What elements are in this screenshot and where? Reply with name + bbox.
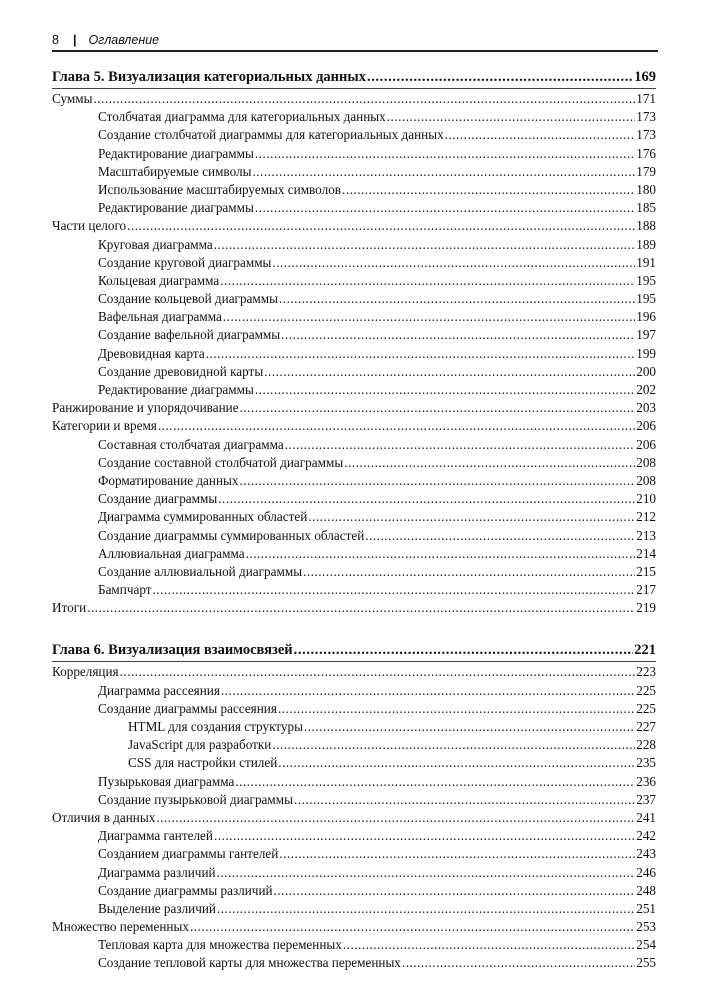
toc-subsection[interactable] [52,436,656,454]
toc-entry-title: HTML для создания структуры [128,718,304,736]
toc-entry-title: Создание диаграммы суммированных областей [98,527,365,545]
dot-leader [127,217,635,235]
dot-leader [278,754,635,772]
toc-page-number: 185 [636,200,656,216]
running-header-title: Оглавление [88,33,160,47]
toc-page-number: 188 [636,218,656,234]
toc-entry-title: Редактирование диаграммы [98,199,255,217]
toc-subsubsection[interactable] [52,754,656,772]
toc-section[interactable] [52,217,656,235]
toc-subsection[interactable] [52,682,656,700]
toc-subsection[interactable] [52,254,656,272]
toc-page-number: 214 [636,545,656,561]
toc-entry-title: Создание пузырьковой диаграммы [98,791,294,809]
toc-page-number: 202 [636,382,656,397]
toc-subsection[interactable] [52,864,656,882]
toc-subsection[interactable] [52,126,656,144]
toc-page-number: 251 [636,900,656,916]
toc-entry-title: Масштабируемые символы [98,163,252,181]
dot-leader [264,363,635,381]
toc-entry-title: Тепловая карта для множества переменных [98,936,343,954]
toc-subsection[interactable] [52,454,656,472]
toc-page-number: 223 [636,664,656,680]
dot-leader [255,381,635,399]
toc-page-number: 199 [636,345,656,361]
toc-entry-title: Создание составной столбчатой диаграммы [98,454,344,472]
toc-page-number: 173 [636,127,656,143]
toc-chapter-heading[interactable] [52,639,656,662]
header-separator: | [72,33,77,47]
toc-page-number: 215 [636,563,656,579]
dot-leader [402,954,635,972]
toc-page-number: 254 [636,937,656,953]
dot-leader [294,639,634,661]
dot-leader [246,545,636,563]
dot-leader [281,326,635,344]
toc-entry-title: Корреляция [52,663,120,681]
toc-entry-title: JavaScript для разработки [128,736,272,754]
toc-entry-title: Вафельная диаграмма [98,308,223,326]
toc-page-number: 255 [636,955,656,971]
toc-entry-title: Итоги [52,599,87,617]
dot-leader [304,718,635,736]
toc-page-number: 242 [636,828,656,844]
toc-page-number: 180 [636,181,656,197]
toc-page-number: 228 [636,737,656,753]
dot-leader [387,108,635,126]
toc-page-number: 173 [636,109,656,125]
toc-entry-title: Создание диаграммы [98,490,218,508]
toc-entry-title: Части целого [52,217,127,235]
toc-page-number: 237 [636,791,656,807]
dot-leader [153,581,636,599]
toc-page-number: 208 [636,472,656,488]
toc-section[interactable] [52,599,656,617]
toc-page-number: 208 [636,454,656,470]
toc-entry-title: Категории и время [52,417,158,435]
toc-section[interactable] [52,663,656,681]
toc-page-number: 227 [636,719,656,734]
toc-entry-title: Древовидная карта [98,345,206,363]
toc-entry-title: Кольцевая диаграмма [98,272,220,290]
dot-leader [214,827,635,845]
toc-entry-title: Множество переменных [52,918,190,936]
toc-entry-title: Создание диаграммы рассеяния [98,700,278,718]
toc-entry-title: Составная столбчатая диаграмма [98,436,285,454]
toc-entry-title: Создание тепловой карты для множества переменных [98,954,402,972]
toc-entry-title: Бампчарт [98,581,153,599]
toc-page-number: 253 [636,919,656,935]
toc-page-number: 171 [636,91,656,106]
dot-leader [93,90,635,108]
dot-leader [214,236,636,254]
dot-leader [255,145,635,163]
toc-subsection[interactable] [52,936,656,954]
toc-subsection[interactable] [52,581,656,599]
dot-leader [252,163,635,181]
toc-subsection[interactable] [52,773,656,791]
toc-section[interactable] [52,399,656,417]
dot-leader [221,682,635,700]
dot-leader [342,181,635,199]
dot-leader [220,272,635,290]
toc-page-number: 246 [636,864,656,880]
toc-entry-title: Создание аллювиальной диаграммы [98,563,303,581]
dot-leader [274,882,636,900]
toc-subsection[interactable] [52,181,656,199]
toc-entry-title: Глава 5. Визуализация категориальных данных [52,66,367,88]
toc-chapter-heading[interactable] [52,66,656,89]
dot-leader [272,736,635,754]
dot-leader [217,864,636,882]
toc-entry-title: Суммы [52,90,93,108]
toc-subsubsection[interactable] [52,736,656,754]
dot-leader [240,399,636,417]
dot-leader [294,791,635,809]
table-of-contents [52,66,656,973]
toc-page-number: 169 [634,69,656,85]
toc-entry-title: Выделение различий [98,900,217,918]
toc-entry-title: Создание диаграммы различий [98,882,274,900]
dot-leader [158,417,635,435]
dot-leader [279,290,635,308]
toc-page-number: 243 [636,846,656,862]
dot-leader [120,663,636,681]
toc-subsection[interactable] [52,308,656,326]
dot-leader [87,599,635,617]
dot-leader [279,845,635,863]
toc-section[interactable] [52,918,656,936]
chapter-spacer [52,617,656,639]
dot-leader [343,936,635,954]
toc-page-number: 195 [636,291,656,307]
toc-entry-title: Столбчатая диаграмма для категориальных данных [98,108,387,126]
dot-leader [218,490,635,508]
toc-entry-title: Круговая диаграмма [98,236,214,254]
toc-entry-title: Создание древовидной карты [98,363,264,381]
toc-page-number: 200 [636,363,656,379]
toc-entry-title: Глава 6. Визуализация взаимосвязей [52,639,294,661]
toc-subsection[interactable] [52,563,656,581]
toc-section[interactable] [52,90,656,108]
toc-subsection[interactable] [52,545,656,563]
toc-subsection[interactable] [52,954,656,972]
toc-page-number: 235 [636,755,656,771]
toc-subsection[interactable] [52,845,656,863]
dot-leader [255,199,635,217]
dot-leader [217,900,635,918]
dot-leader [223,308,635,326]
toc-entry-title: Пузырьковая диаграмма [98,773,235,791]
dot-leader [239,472,635,490]
toc-page-number: 197 [636,327,656,343]
toc-subsection[interactable] [52,791,656,809]
dot-leader [303,563,635,581]
dot-leader [367,66,633,88]
toc-entry-title: Редактирование диаграммы [98,381,255,399]
dot-leader [344,454,635,472]
toc-entry-title: Создание круговой диаграммы [98,254,272,272]
toc-section[interactable] [52,809,656,827]
toc-subsection[interactable] [52,700,656,718]
toc-entry-title: Диаграмма гантелей [98,827,214,845]
toc-entry-title: Создание кольцевой диаграммы [98,290,279,308]
toc-subsection[interactable] [52,272,656,290]
toc-page-number: 217 [636,582,656,598]
toc-page-number: 196 [636,309,656,325]
toc-subsection[interactable] [52,882,656,900]
dot-leader [272,254,635,272]
header-rule [52,50,658,52]
toc-subsection[interactable] [52,363,656,381]
toc-subsection[interactable] [52,145,656,163]
toc-subsection[interactable] [52,527,656,545]
toc-entry-title: Ранжирование и упорядочивание [52,399,240,417]
toc-entry-title: Форматирование данных [98,472,239,490]
dot-leader [308,508,635,526]
toc-page-number: 189 [636,236,656,252]
running-header [52,31,658,49]
toc-subsection[interactable] [52,381,656,399]
toc-subsection[interactable] [52,108,656,126]
toc-entry-title: Диаграмма суммированных областей [98,508,308,526]
toc-page-number: 191 [636,254,656,270]
toc-subsection[interactable] [52,900,656,918]
toc-subsubsection[interactable] [52,718,656,736]
dot-leader [445,126,636,144]
toc-page-number: 236 [636,773,656,789]
toc-subsection[interactable] [52,199,656,217]
toc-page-number: 248 [636,882,656,898]
dot-leader [365,527,635,545]
toc-page-number: 219 [636,600,656,616]
toc-page-number: 225 [636,700,656,716]
toc-section[interactable] [52,417,656,435]
toc-subsection[interactable] [52,345,656,363]
toc-entry-title: CSS для настройки стилей [128,754,278,772]
toc-page-number: 221 [634,642,656,659]
toc-page-number: 195 [636,272,656,288]
toc-subsection[interactable] [52,236,656,254]
toc-entry-title: Создание вафельной диаграммы [98,326,281,344]
dot-leader [190,918,635,936]
toc-subsection[interactable] [52,326,656,344]
toc-page-number: 241 [636,809,656,825]
toc-entry-title: Диаграмма различий [98,864,217,882]
toc-page-number: 206 [636,436,656,452]
dot-leader [285,436,636,454]
dot-leader [278,700,635,718]
toc-page-number: 179 [636,163,656,179]
toc-subsection[interactable] [52,472,656,490]
dot-leader [206,345,636,363]
toc-page-number: 212 [636,509,656,525]
toc-subsection[interactable] [52,490,656,508]
dot-leader [235,773,635,791]
page-number: 8 [52,33,59,47]
toc-entry-title: Аллювиальная диаграмма [98,545,246,563]
toc-page-number: 206 [636,418,656,434]
toc-entry-title: Отличия в данных [52,809,156,827]
toc-subsection[interactable] [52,827,656,845]
toc-subsection[interactable] [52,163,656,181]
toc-page-number: 213 [636,527,656,543]
toc-entry-title: Редактирование диаграммы [98,145,255,163]
toc-subsection[interactable] [52,290,656,308]
toc-page-number: 176 [636,145,656,161]
toc-page-number: 225 [636,682,656,698]
toc-entry-title: Созданием диаграммы гантелей [98,845,279,863]
toc-page-number: 203 [636,400,656,416]
dot-leader [156,809,635,827]
toc-entry-title: Создание столбчатой диаграммы для категориальных данных [98,126,445,144]
toc-page-number: 210 [636,491,656,507]
toc-entry-title: Диаграмма рассеяния [98,682,221,700]
toc-subsection[interactable] [52,508,656,526]
toc-entry-title: Использование масштабируемых символов [98,181,342,199]
